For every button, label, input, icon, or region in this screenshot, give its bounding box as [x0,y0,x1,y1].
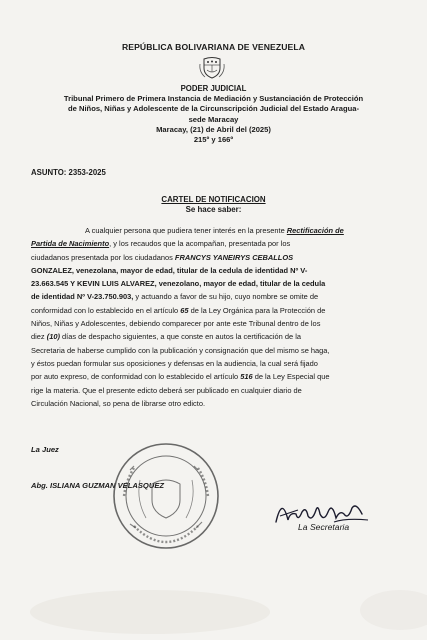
body-line: de identidad Nº V-23.750.903, y actuando a favor de su hijo, cuyo nombre se omite de [31,292,319,302]
court-seal-stamp-icon [110,440,222,552]
body-line: ciudadanos presentada por los ciudadanos FRANCYS YANEIRYS CEBALLOS [31,252,294,262]
body-line: por auto expreso, de conformidad con lo establecido el artículo 516 de la Ley Especial que [31,372,330,382]
secretary-title: La Secretaria [298,522,350,532]
body-line: y éstos puedan formular sus oposiciones y defensas en la audiencia, la cual será fijado [31,358,318,368]
body-line: rige la materia. Que el presente edicto deberá ser publicado en cualquier diario de [31,385,302,395]
body-line: Circulación Nacional, so pena de librarse otro edicto. [31,398,206,408]
country-heading: REPÚBLICA BOLIVARIANA DE VENEZUELA [121,42,306,52]
notice-title-block [0,195,427,215]
court-name-line-1: Tribunal Primero de Primera Instancia de Mediación y Sustanciación de Protección [63,94,364,104]
notice-body [31,224,397,410]
branch-name: PODER JUDICIAL [180,84,247,93]
venezuela-coat-of-arms-icon [198,56,226,80]
body-line: A cualquier persona que pudiera tener interés en la presente Rectificación de [85,226,344,235]
body-line: 23.663.545 Y KEVIN LUIS ALVAREZ, venezolano, mayor de edad, titular de la cedula [31,279,326,289]
notice-title: CARTEL DE NOTIFICACION [161,195,266,204]
judge-title: La Juez [31,445,59,454]
court-heading [30,84,397,145]
court-name-line-2: de Niños, Niñas y Adolescente de la Circunscripción Judicial del Estado Aragua- [67,104,360,114]
body-line: conformidad con lo establecido en el artículo 65 de la Ley Orgánica para la Protección de [31,305,326,315]
body-line: Niños, Niñas y Adolescentes, debiendo comparecer por ante este Tribunal dentro de los [31,319,321,329]
body-line: GONZALEZ, venezolana, mayor de edad, titular de la cedula de identidad Nº V- [31,265,308,275]
years-line: 215º y 166º [193,135,234,145]
case-number: ASUNTO: 2353-2025 [31,168,106,177]
date-line: Maracay, (21) de Abril del (2025) [156,124,271,134]
court-name-line-3: sede Maracay [188,114,239,124]
body-line: Secretaria de haberse cumplido con la publicación y consignación que del mismo se haga, [31,345,330,355]
judge-name: Abg. ISLIANA GUZMAN VELASQUEZ [31,481,165,490]
body-line: Partida de Nacimiento, y los recaudos que la acompañan, presentada por los [31,239,291,249]
body-line: diez (10) días de despacho siguientes, a que conste en autos la certificación de la [31,332,302,342]
notice-subtitle: Se hace saber: [185,205,242,214]
